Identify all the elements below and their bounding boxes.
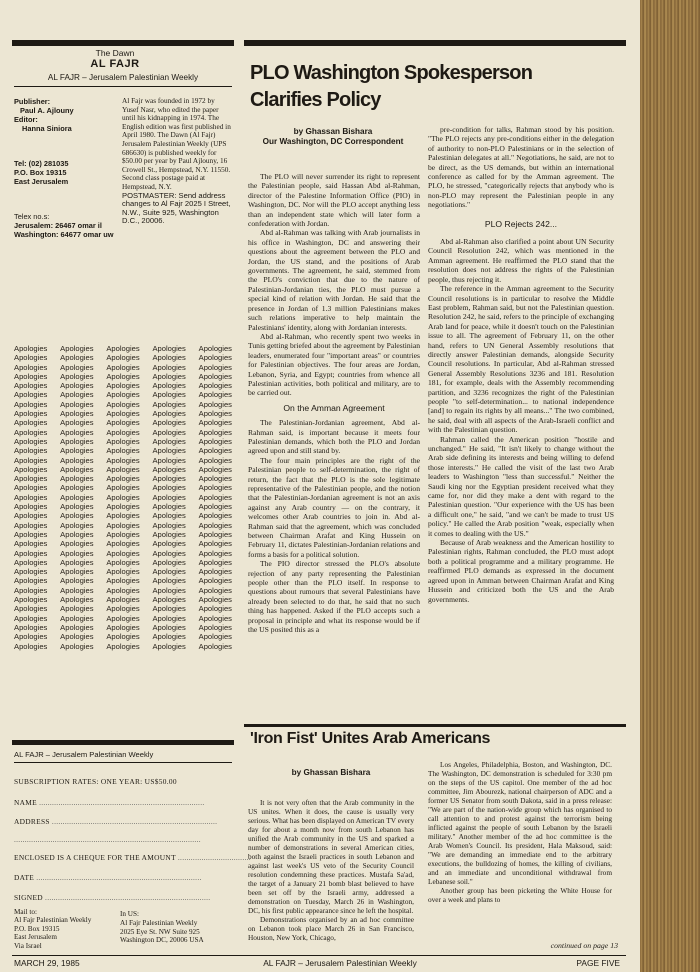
apologies-word: Apologies [14, 436, 48, 446]
apologies-word: Apologies [14, 492, 48, 502]
apologies-row [14, 558, 232, 567]
apologies-word: Apologies [14, 604, 48, 614]
apologies-word: Apologies [198, 492, 232, 502]
apologies-word: Apologies [152, 548, 186, 558]
masthead-subtitle: AL FAJR – Jerusalem Palestinian Weekly [47, 73, 199, 82]
apologies-word: Apologies [14, 399, 48, 409]
main-col2-part2 [428, 237, 614, 604]
apologies-word: Apologies [14, 595, 48, 605]
apologies-word: Apologies [14, 529, 48, 539]
apologies-row [14, 465, 232, 474]
paragraph: The PLO will never surrender its right to represent the Palestinian people, said Hassan Abd al-Rahman, director of the Palestine Information Office (PIO) in Washington, DC. Nor will the PLO accept anything less than an independent state which will later form a confederation with Jordan. [248, 172, 420, 229]
apologies-word: Apologies [198, 576, 232, 586]
date-line[interactable]: DATE ............................................................................. [14, 873, 202, 882]
publisher-block [14, 97, 114, 239]
apologies-word: Apologies [106, 520, 140, 530]
mail-to-label: Mail to: [14, 908, 37, 916]
apologies-word: Apologies [106, 539, 140, 549]
apologies-word: Apologies [106, 604, 140, 614]
main-column-2 [428, 125, 614, 725]
name-line[interactable]: NAME ............................................................................. [14, 798, 205, 807]
apologies-word: Apologies [14, 511, 48, 521]
apologies-word: Apologies [198, 474, 232, 484]
apologies-word: Apologies [152, 344, 186, 353]
contact-tel: Tel: (02) 281035 [14, 159, 69, 168]
masthead-about [122, 97, 232, 237]
apologies-word: Apologies [60, 418, 94, 428]
second-column-2 [428, 760, 612, 938]
apologies-word: Apologies [106, 427, 140, 437]
apologies-word: Apologies [198, 436, 232, 446]
apologies-word: Apologies [14, 474, 48, 484]
paragraph: Abd al-Rahman was talking with Arab journalists in his office in Washington, DC and answering their questions about the agreement between the PLO and Jordan, the US stand, and the positions of Arab governments. The agreement, he said, stemmed from the PLO's conviction that due to the nature of Palestinian-Jordanian ties, the PLO must pursue a special kind of relation with Jordan. He said that the presence in Jordan of 1.3 million Palestinians makes such relations imperative to help maintain the Palestinians' identity, along with Jordanian interests. [248, 228, 420, 332]
apologies-row [14, 344, 232, 353]
apologies-word: Apologies [106, 613, 140, 623]
mail-to-line: East Jerusalem [14, 933, 57, 942]
apologies-word: Apologies [60, 492, 94, 502]
apologies-word: Apologies [152, 464, 186, 474]
apologies-word: Apologies [14, 362, 48, 372]
apologies-word: Apologies [60, 520, 94, 530]
apologies-word: Apologies [198, 539, 232, 549]
address-line[interactable]: ADDRESS ............................................................................. [14, 817, 218, 826]
paragraph: Los Angeles, Philadelphia, Boston, and Washington, DC. The Washington, DC demonstration is scheduled for 3:30 pm on the steps of the US capitol. One member of the ad hoc committee, Jim Abourezk, national chairperson of ADC and a former US Senator from south Dakota, said in a press release: "We are part of the nation-wide group which has organised to call attention to and protest against the terrorism being inflicted against the people of south Lebanon by the Israeli military." Another member of the ad hoc committee is the Arab Women's Council. Its president, Hala Maksoud, said: "We are demanding an immediate end to the arbitrary executions, the bulldozing of homes, the killing of civilians, and an immediate and unconditional withdrawal from Lebanese soil." [428, 760, 612, 886]
apologies-word: Apologies [106, 381, 140, 391]
apologies-word: Apologies [60, 474, 94, 484]
footer-rule [12, 955, 626, 956]
top-rule-right [244, 40, 626, 46]
paragraph: The PIO director stressed the PLO's absolute rejection of any party representing the Palestinian people other than the PLO itself. In response to questions about rumours that several Palestinians have already been selected to do that, he said that no such thing has happened. Asked if the PLO accepts such a proposal in principle and what its response would be if the US posited this as a [248, 559, 420, 635]
us-line: Washington DC, 20006 USA [120, 936, 204, 945]
apologies-word: Apologies [14, 613, 48, 623]
apologies-word: Apologies [60, 409, 94, 419]
apologies-word: Apologies [60, 427, 94, 437]
telex-washington: Washington: 64677 omar uw [14, 230, 114, 239]
apologies-row [14, 511, 232, 520]
apologies-word: Apologies [198, 613, 232, 623]
apologies-word: Apologies [60, 362, 94, 372]
second-headline: 'Iron Fist' Unites Arab Americans [250, 730, 491, 747]
apologies-word: Apologies [14, 502, 48, 512]
apologies-word: Apologies [152, 427, 186, 437]
apologies-row [14, 614, 232, 623]
apologies-row [14, 390, 232, 399]
apologies-word: Apologies [14, 539, 48, 549]
apologies-word: Apologies [198, 427, 232, 437]
continued-note: continued on page 13 [550, 941, 618, 950]
apologies-word: Apologies [152, 492, 186, 502]
name-label: NAME [14, 798, 37, 807]
apologies-word: Apologies [14, 455, 48, 465]
apologies-word: Apologies [14, 576, 48, 586]
telex-jerusalem: Jerusalem: 26467 omar il [14, 221, 102, 230]
apologies-word: Apologies [60, 381, 94, 391]
apologies-row [14, 381, 232, 390]
apologies-word: Apologies [60, 595, 94, 605]
paragraph: Another group has been picketing the White House for over a week and plans to [428, 886, 612, 904]
apologies-word: Apologies [198, 344, 232, 353]
editor-label: Editor: [14, 115, 38, 124]
us-address [120, 910, 232, 945]
masthead-kicker: The Dawn [95, 48, 135, 58]
apologies-row [14, 353, 232, 362]
apologies-word: Apologies [152, 409, 186, 419]
apologies-word: Apologies [60, 539, 94, 549]
apologies-word: Apologies [152, 557, 186, 567]
apologies-word: Apologies [106, 576, 140, 586]
main-column-1 [248, 172, 420, 720]
footer-date: MARCH 29, 1985 [14, 958, 80, 968]
apologies-row [14, 586, 232, 595]
apologies-word: Apologies [106, 511, 140, 521]
apologies-word: Apologies [152, 520, 186, 530]
apologies-word: Apologies [152, 632, 186, 642]
apologies-word: Apologies [198, 557, 232, 567]
apologies-word: Apologies [152, 502, 186, 512]
contact-box: P.O. Box 19315 [14, 168, 67, 177]
mail-to-address [14, 908, 114, 950]
paragraph: Because of Arab weakness and the American hostility to Palestinian rights, Rahman concluded, the PLO must adopt both a political programme and a military programme. He reaffirmed PLO demands as expressed in the document agreed upon in Amman between Chairman Arafat and King Hussein and criticized both the US and the Arab governments. [428, 538, 614, 604]
apologies-word: Apologies [152, 371, 186, 381]
apologies-word: Apologies [198, 520, 232, 530]
apologies-word: Apologies [60, 344, 94, 353]
signed-line[interactable]: SIGNED ............................................................................. [14, 893, 211, 902]
subscription-header: AL FAJR – Jerusalem Palestinian Weekly [14, 750, 154, 759]
apologies-word: Apologies [152, 567, 186, 577]
apologies-word: Apologies [152, 576, 186, 586]
apologies-word: Apologies [152, 641, 186, 651]
apologies-word: Apologies [60, 641, 94, 651]
apologies-word: Apologies [198, 595, 232, 605]
apologies-word: Apologies [14, 585, 48, 595]
apologies-row [14, 502, 232, 511]
apologies-word: Apologies [198, 567, 232, 577]
date-label: DATE [14, 873, 35, 882]
apologies-word: Apologies [198, 418, 232, 428]
apologies-word: Apologies [106, 344, 140, 353]
address-label: ADDRESS [14, 817, 50, 826]
masthead-rule [14, 86, 232, 87]
apologies-word: Apologies [106, 455, 140, 465]
apologies-word: Apologies [106, 567, 140, 577]
byline-role: Our Washington, DC Correspondent [262, 137, 404, 146]
publisher-name: Paul A. Ajlouny [20, 106, 74, 115]
apologies-word: Apologies [152, 399, 186, 409]
apologies-word: Apologies [106, 585, 140, 595]
apologies-word: Apologies [198, 483, 232, 493]
apologies-word: Apologies [106, 418, 140, 428]
apologies-word: Apologies [60, 613, 94, 623]
apologies-word: Apologies [152, 529, 186, 539]
apologies-row [14, 456, 232, 465]
apologies-word: Apologies [60, 436, 94, 446]
paragraph: It is not very often that the Arab community in the US unites. When it does, the cause is usually very serious. What has been displayed on American TV every day for about a month now from south Lebanon has unified the Arab community in the US and sparked a number of demonstrations in several American cities, both against the Israeli practices in south Lebanon and against last week's US veto of the Security Council resolution condemning these practices. Mustafa Sa'ad, the target of a January 21 bomb blast believed to have been set off by the Israeli army, addressed a demonstration on Tuesday, March 26 in Washington, DC, his first public appearance since he left the hospital. [248, 798, 414, 915]
apologies-word: Apologies [106, 446, 140, 456]
apologies-word: Apologies [60, 399, 94, 409]
subscription-top-rule [12, 740, 234, 745]
apologies-row [14, 539, 232, 548]
footer-paper-name: AL FAJR – Jerusalem Palestinian Weekly [263, 958, 417, 968]
apologies-row [14, 428, 232, 437]
apologies-word: Apologies [198, 548, 232, 558]
mail-to-line: Via Israel [14, 941, 42, 950]
apologies-word: Apologies [60, 567, 94, 577]
apologies-word: Apologies [60, 604, 94, 614]
apologies-word: Apologies [106, 622, 140, 632]
apologies-word: Apologies [60, 557, 94, 567]
apologies-word: Apologies [14, 371, 48, 381]
apologies-word: Apologies [14, 464, 48, 474]
apologies-word: Apologies [60, 585, 94, 595]
apologies-word: Apologies [14, 409, 48, 419]
subscription-rates: SUBSCRIPTION RATES: ONE YEAR: US$50.00 [14, 777, 177, 786]
subhead-242: PLO Rejects 242... [484, 218, 558, 229]
apologies-word: Apologies [198, 390, 232, 400]
apologies-word: Apologies [152, 381, 186, 391]
apologies-word: Apologies [152, 595, 186, 605]
apologies-word: Apologies [106, 436, 140, 446]
apologies-word: Apologies [152, 418, 186, 428]
masthead-name: AL FAJR [90, 58, 140, 70]
us-label: In US: [120, 910, 139, 918]
apologies-word: Apologies [106, 390, 140, 400]
main-headline: PLO Washington Spokesperson Clarifies Policy [250, 62, 533, 111]
us-line: Al Fajr Palestinian Weekly [120, 918, 198, 927]
apologies-word: Apologies [198, 371, 232, 381]
enclosed-label: ENCLOSED IS A CHEQUE FOR THE AMOUNT [14, 853, 176, 862]
apologies-row [14, 474, 232, 483]
apologies-block [14, 344, 232, 651]
paragraph: Abd al-Rahman also clarified a point about UN Security Council Resolution 242, which was mentioned in the Amman agreement. He reaffirmed the PLO stand that the resolution does not address the rights of the Palestinian people, thus rejecting it. [428, 237, 614, 284]
apologies-word: Apologies [152, 455, 186, 465]
apologies-word: Apologies [14, 632, 48, 642]
apologies-word: Apologies [198, 585, 232, 595]
apologies-row [14, 437, 232, 446]
paragraph: The reference in the Amman agreement to the Security Council resolutions is in particular to resolve the Middle East problem, Rahman said, but not the Palestinian question. Resolution 242, he said, refers to the principle of exchanging Arab land for peace, while it doesn't touch on the Palestinian issue to all. The agreement of February 11, on the other hand, refers to UN General Assembly resolutions that directly answer Palestinian demands, alongside Security Council resolutions. In particular, Abd al-Rahman stressed General Assembly Resolutions 3236 and 181. Resolution 181, for example, deals with the Assembly recommending partition, and 3236 recognizes the right of the Palestinian people "to self-determination... to national independence [and] to regain its rights by all means..." The two combined, he said, deal with all aspects of the Arab-Israeli conflict and with the Palestinian question. [428, 284, 614, 435]
apologies-row [14, 632, 232, 641]
paragraph: Rahman called the American position "hostile and unchanged." He said, "It isn't likely to change without the Arab side defining its interests and being willing to defend those interests." He called the visit of the last two Arab leaders to Washington "less than successful." Neither the Saudi king nor the Egyptian president received what they came for, nor did they make a dent with regard to the Palestinian question. "Our experience with the US has been a difficult one," he said, "and we can't be made to trust US policy." He called the Arab position "weak, especially when it comes to dealing with the US." [428, 434, 614, 538]
apologies-word: Apologies [14, 520, 48, 530]
apologies-row [14, 483, 232, 492]
apologies-word: Apologies [106, 464, 140, 474]
apologies-word: Apologies [198, 641, 232, 651]
contact-city: East Jerusalem [14, 177, 69, 186]
apologies-word: Apologies [14, 353, 48, 363]
apologies-word: Apologies [14, 483, 48, 493]
apologies-row [14, 595, 232, 604]
enclosed-line[interactable]: ENCLOSED IS A CHEQUE FOR THE AMOUNT .................................. [14, 853, 251, 862]
apologies-word: Apologies [198, 455, 232, 465]
apologies-word: Apologies [106, 595, 140, 605]
apologies-word: Apologies [60, 353, 94, 363]
postmaster-text: POSTMASTER: Send address changes to Al Fajr 2025 I Street, N.W., Suite 925, Washington D.C., 20006. [122, 190, 231, 226]
apologies-row [14, 409, 232, 418]
apologies-row [14, 418, 232, 427]
publisher-label: Publisher: [14, 97, 51, 106]
apologies-word: Apologies [152, 362, 186, 372]
apologies-word: Apologies [152, 604, 186, 614]
apologies-word: Apologies [14, 446, 48, 456]
apologies-word: Apologies [106, 399, 140, 409]
apologies-word: Apologies [152, 483, 186, 493]
second-byline: by Ghassan Bishara [291, 768, 371, 777]
apologies-word: Apologies [14, 427, 48, 437]
apologies-word: Apologies [198, 502, 232, 512]
about-text: Al Fajr was founded in 1972 by Yusef Nasr, who edited the paper until his kidnapping in 1974. The English edition was first published in April 1980. The Dawn (Al Fajr) Jerusalem Palestinian Weekly (UPS 686630) is published weekly for $50.00 per year by Paul Ajlouny, 16 Crowell St., Hempstead, N.Y. 11550. Second class postage paid at Hempstead, N.Y. [122, 96, 231, 191]
apologies-word: Apologies [14, 622, 48, 632]
apologies-word: Apologies [60, 455, 94, 465]
apologies-word: Apologies [14, 390, 48, 400]
apologies-word: Apologies [152, 446, 186, 456]
editor-name: Hanna Siniora [22, 124, 72, 133]
apologies-word: Apologies [106, 474, 140, 484]
second-column-1 [248, 798, 414, 954]
byline-author: by Ghassan Bishara [293, 127, 373, 136]
apologies-row [14, 567, 232, 576]
apologies-word: Apologies [152, 622, 186, 632]
apologies-word: Apologies [60, 548, 94, 558]
apologies-word: Apologies [14, 557, 48, 567]
subhead-amman: On the Amman Agreement [283, 402, 385, 413]
apologies-word: Apologies [198, 446, 232, 456]
apologies-word: Apologies [106, 492, 140, 502]
apologies-word: Apologies [60, 390, 94, 400]
apologies-word: Apologies [106, 502, 140, 512]
paragraph: The four main principles are the right of the Palestinian people to self-determination, the right of return, the fact that the PLO is the sole legitimate representative of the Palestinian people, and the notion that the Palestinian-Jordanian agreement is not an axis against any Arab country — on the contrary, it welcomes other Arab countries to join in. Abd al-Rahman said that the agreement, which was concluded between Chairman Arafat and King Hussein on February 11, dictates Palestinian-Jordanian relations and forms a basis for a political solution. [248, 455, 420, 559]
apologies-word: Apologies [60, 502, 94, 512]
apologies-word: Apologies [152, 474, 186, 484]
apologies-word: Apologies [152, 436, 186, 446]
apologies-word: Apologies [60, 483, 94, 493]
apologies-row [14, 549, 232, 558]
apologies-word: Apologies [106, 632, 140, 642]
apologies-row [14, 576, 232, 585]
apologies-row [14, 642, 232, 651]
apologies-word: Apologies [198, 409, 232, 419]
main-col1-part1 [248, 172, 420, 398]
apologies-word: Apologies [198, 464, 232, 474]
apologies-row [14, 521, 232, 530]
subscription-header-rule [14, 762, 232, 763]
apologies-row [14, 363, 232, 372]
apologies-word: Apologies [198, 511, 232, 521]
footer-page: PAGE FIVE [576, 958, 620, 968]
paragraph: Abd al-Rahman, who recently spent two weeks in Tunis getting briefed about the agreement by Palestinian leaders, enumerated four "important areas" or countries for Palestinian objectives. The four areas are Jordan, Lebanon, Syria, and Egypt; countries from whence all Palestinian activities, both political and military, are to be carried out. [248, 331, 420, 398]
main-col1-part2 [248, 418, 420, 634]
mail-to-line: Al Fajr Palestinian Weekly [14, 916, 92, 925]
apologies-word: Apologies [60, 446, 94, 456]
apologies-word: Apologies [60, 529, 94, 539]
apologies-word: Apologies [14, 344, 48, 353]
apologies-word: Apologies [60, 576, 94, 586]
paragraph: Demonstrations organised by an ad hoc committee on Lebanon took place March 26 in San Francisco, Houston, New York, Chicago, [248, 915, 414, 942]
apologies-word: Apologies [60, 371, 94, 381]
apologies-word: Apologies [198, 353, 232, 363]
apologies-word: Apologies [60, 464, 94, 474]
apologies-word: Apologies [198, 381, 232, 391]
apologies-word: Apologies [106, 409, 140, 419]
top-rule [12, 40, 234, 46]
apologies-word: Apologies [106, 529, 140, 539]
apologies-word: Apologies [152, 539, 186, 549]
apologies-word: Apologies [106, 641, 140, 651]
apologies-row [14, 623, 232, 632]
apologies-word: Apologies [152, 613, 186, 623]
us-line: 2025 Eye St. NW Suite 925 [120, 927, 200, 936]
apologies-word: Apologies [198, 604, 232, 614]
apologies-word: Apologies [152, 511, 186, 521]
apologies-word: Apologies [106, 483, 140, 493]
apologies-word: Apologies [106, 548, 140, 558]
apologies-word: Apologies [198, 622, 232, 632]
address-line-2[interactable]: ....................................................................................... [14, 835, 201, 844]
telex-label: Telex no.s: [14, 212, 50, 221]
apologies-word: Apologies [198, 362, 232, 372]
apologies-word: Apologies [14, 567, 48, 577]
apologies-word: Apologies [198, 399, 232, 409]
book-binding [640, 0, 700, 972]
main-byline [244, 127, 422, 147]
apologies-row [14, 493, 232, 502]
apologies-word: Apologies [152, 353, 186, 363]
apologies-row [14, 400, 232, 409]
paragraph: pre-condition for talks, Rahman stood by his position. "The PLO rejects any pre-conditions either in the delegation of authority to non-PLO Palestinians or in the selection of Palestinian delegates at all." Negotiations, he said, are not to be direct, as the US demands, but within an international conference as called for by the Amman agreement. The PLO, he stressed, "categorically rejects that anybody who is non-PLO may represent the Palestinian people in any negotiations." [428, 125, 614, 210]
apologies-word: Apologies [14, 381, 48, 391]
main-col2-part1 [428, 125, 614, 210]
apologies-word: Apologies [198, 632, 232, 642]
apologies-word: Apologies [106, 362, 140, 372]
apologies-word: Apologies [106, 557, 140, 567]
apologies-word: Apologies [60, 511, 94, 521]
apologies-row [14, 446, 232, 455]
paragraph: The Palestinian-Jordanian agreement, Abd al-Rahman said, is important because it meets four Palestinian demands, which both the PLO and Jordan agreed upon and still stand by. [248, 418, 420, 456]
apologies-word: Apologies [152, 585, 186, 595]
apologies-word: Apologies [152, 390, 186, 400]
apologies-word: Apologies [106, 353, 140, 363]
apologies-word: Apologies [106, 371, 140, 381]
signed-label: SIGNED [14, 893, 43, 902]
apologies-row [14, 530, 232, 539]
apologies-word: Apologies [60, 632, 94, 642]
apologies-word: Apologies [60, 622, 94, 632]
apologies-row [14, 604, 232, 613]
mail-to-line: P.O. Box 19315 [14, 924, 60, 933]
section-rule [244, 724, 626, 727]
apologies-word: Apologies [14, 548, 48, 558]
apologies-row [14, 372, 232, 381]
apologies-word: Apologies [198, 529, 232, 539]
apologies-word: Apologies [14, 418, 48, 428]
apologies-word: Apologies [14, 641, 48, 651]
